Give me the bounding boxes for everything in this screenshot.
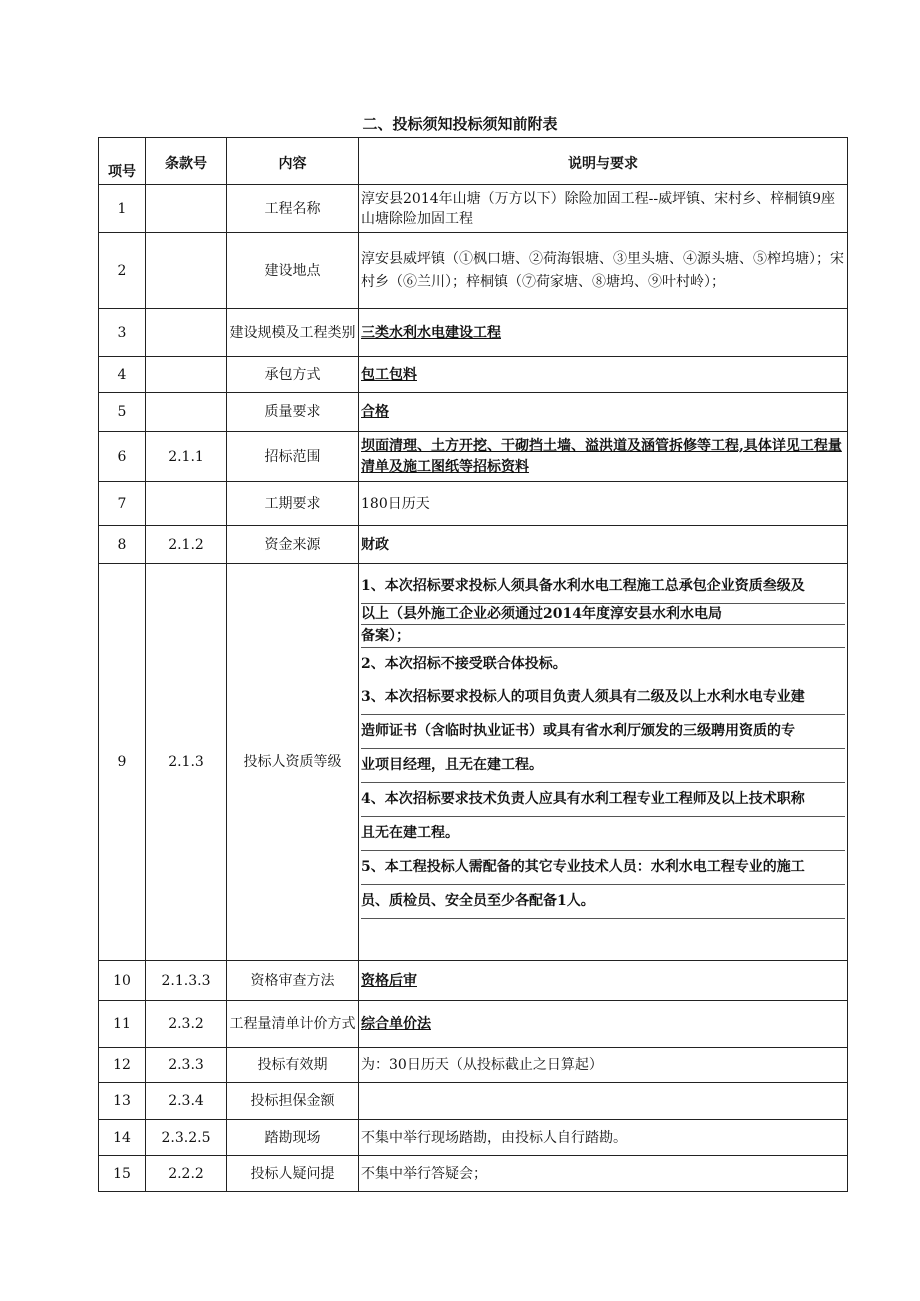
row-clause: 2.3.4: [146, 1083, 227, 1120]
row-clause: 2.2.2: [146, 1156, 227, 1192]
table-row: [99, 1048, 848, 1083]
row-clause: 2.1.3.3: [146, 961, 227, 1001]
row-no: 7: [99, 482, 146, 526]
row-no: 3: [99, 309, 146, 357]
row-content: 资格审查方法: [227, 961, 359, 1001]
row-content: 建设地点: [227, 233, 359, 309]
bid-notice-table: [98, 137, 848, 1192]
row-clause: [146, 357, 227, 393]
row-desc: 不集中举行现场踏勘，由投标人自行踏勘。: [359, 1120, 848, 1156]
row-clause: 2.3.3: [146, 1048, 227, 1083]
table-row: [99, 1083, 848, 1120]
row-desc: 财政: [359, 526, 848, 564]
requirement-line: 5、本工程投标人需配备的其它专业技术人员：水利水电工程专业的施工: [361, 851, 845, 885]
header-desc: 说明与要求: [359, 138, 848, 185]
row-content: 建设规模及工程类别: [227, 309, 359, 357]
row-desc: 不集中举行答疑会；: [359, 1156, 848, 1192]
table-row: [99, 233, 848, 309]
header-clause: 条款号: [146, 138, 227, 185]
row-desc: 包工包料: [359, 357, 848, 393]
row-content: 招标范围: [227, 432, 359, 482]
table-row: [99, 393, 848, 432]
row-content: 工程量清单计价方式: [227, 1001, 359, 1048]
row-content: 踏勘现场: [227, 1120, 359, 1156]
row-desc: 合格: [359, 393, 848, 432]
row-desc: 资格后审: [359, 961, 848, 1001]
requirement-line: 1、本次招标要求投标人须具备水利水电工程施工总承包企业资质叁级及: [361, 570, 845, 604]
requirement-line: 且无在建工程。: [361, 817, 845, 851]
requirement-line: 以上（县外施工企业必须通过2014年度淳安县水利水电局: [361, 606, 722, 622]
row-no: 9: [99, 564, 146, 961]
table-row: [99, 482, 848, 526]
requirements-list: [361, 564, 845, 923]
requirement-line: 4、本次招标要求技术负责人应具有水利工程专业工程师及以上技术职称: [361, 783, 845, 817]
row-no: 10: [99, 961, 146, 1001]
row-desc: [359, 1083, 848, 1120]
row-no: 14: [99, 1120, 146, 1156]
row-no: 4: [99, 357, 146, 393]
table-row: [99, 961, 848, 1001]
row-content: 投标人疑问提: [227, 1156, 359, 1192]
table-row: [99, 1001, 848, 1048]
row-clause: [146, 393, 227, 432]
row-desc: 为：30日历天（从投标截止之日算起）: [359, 1048, 848, 1083]
table-row: [99, 357, 848, 393]
row-content: 工程名称: [227, 185, 359, 233]
row-desc: 淳安县威坪镇（①枫口塘、②荷海银塘、③里头塘、④源头塘、⑤榨坞塘）；宋村乡（⑥兰川）；梓桐镇（⑦荷家塘、⑧塘坞、⑨叶村岭）；: [359, 233, 848, 309]
row-no: 12: [99, 1048, 146, 1083]
row-no: 8: [99, 526, 146, 564]
table-row: [99, 432, 848, 482]
row-content: 投标担保金额: [227, 1083, 359, 1120]
row-clause: 2.3.2.5: [146, 1120, 227, 1156]
row-content: 资金来源: [227, 526, 359, 564]
row-content: 投标有效期: [227, 1048, 359, 1083]
table-row: [99, 1156, 848, 1192]
requirement-line: 2、本次招标不接受联合体投标。: [361, 656, 567, 672]
requirement-line: 备案）；: [361, 624, 845, 648]
table-row: [99, 309, 848, 357]
row-clause: [146, 185, 227, 233]
row-content: 工期要求: [227, 482, 359, 526]
row-content: 承包方式: [227, 357, 359, 393]
row-desc: 综合单价法: [359, 1001, 848, 1048]
row-no: 6: [99, 432, 146, 482]
table-row: [99, 526, 848, 564]
requirement-line: 造师证书（含临时执业证书）或具有省水利厅颁发的三级聘用资质的专: [361, 715, 845, 749]
header-no: 项号: [99, 138, 146, 185]
table-row: [99, 185, 848, 233]
row-no: 15: [99, 1156, 146, 1192]
row-desc: 淳安县2014年山塘（万方以下）除险加固工程--威坪镇、宋村乡、梓桐镇9座山塘除险加固工程: [359, 185, 848, 233]
row-clause: 2.1.1: [146, 432, 227, 482]
row-clause: [146, 233, 227, 309]
row-no: 1: [99, 185, 146, 233]
row-clause: 2.3.2: [146, 1001, 227, 1048]
requirement-line: 员、质检员、安全员至少各配备1人。: [361, 885, 845, 919]
header-content: 内容: [227, 138, 359, 185]
row-desc: 180日历天: [359, 482, 848, 526]
row-clause: 2.1.3: [146, 564, 227, 961]
row-desc: [359, 564, 848, 961]
row-clause: 2.1.2: [146, 526, 227, 564]
row-no: 13: [99, 1083, 146, 1120]
row-desc: 坝面清理、土方开挖、干砌挡土墙、溢洪道及涵管拆修等工程,具体详见工程量清单及施工图纸等招标资料: [359, 432, 848, 482]
row-clause: [146, 482, 227, 526]
row-desc: 三类水利水电建设工程: [359, 309, 848, 357]
requirement-line: 3、本次招标要求投标人的项目负责人须具有二级及以上水利水电专业建: [361, 681, 845, 715]
row-clause: [146, 309, 227, 357]
row-content: 投标人资质等级: [227, 564, 359, 961]
table-row: [99, 1120, 848, 1156]
header-row: [99, 138, 848, 185]
row-no: 2: [99, 233, 146, 309]
row-content: 质量要求: [227, 393, 359, 432]
requirement-line: 业项目经理，且无在建工程。: [361, 749, 845, 783]
page-title: 二、投标须知投标须知前附表: [362, 115, 558, 133]
table-row: [99, 564, 848, 961]
row-no: 11: [99, 1001, 146, 1048]
row-no: 5: [99, 393, 146, 432]
